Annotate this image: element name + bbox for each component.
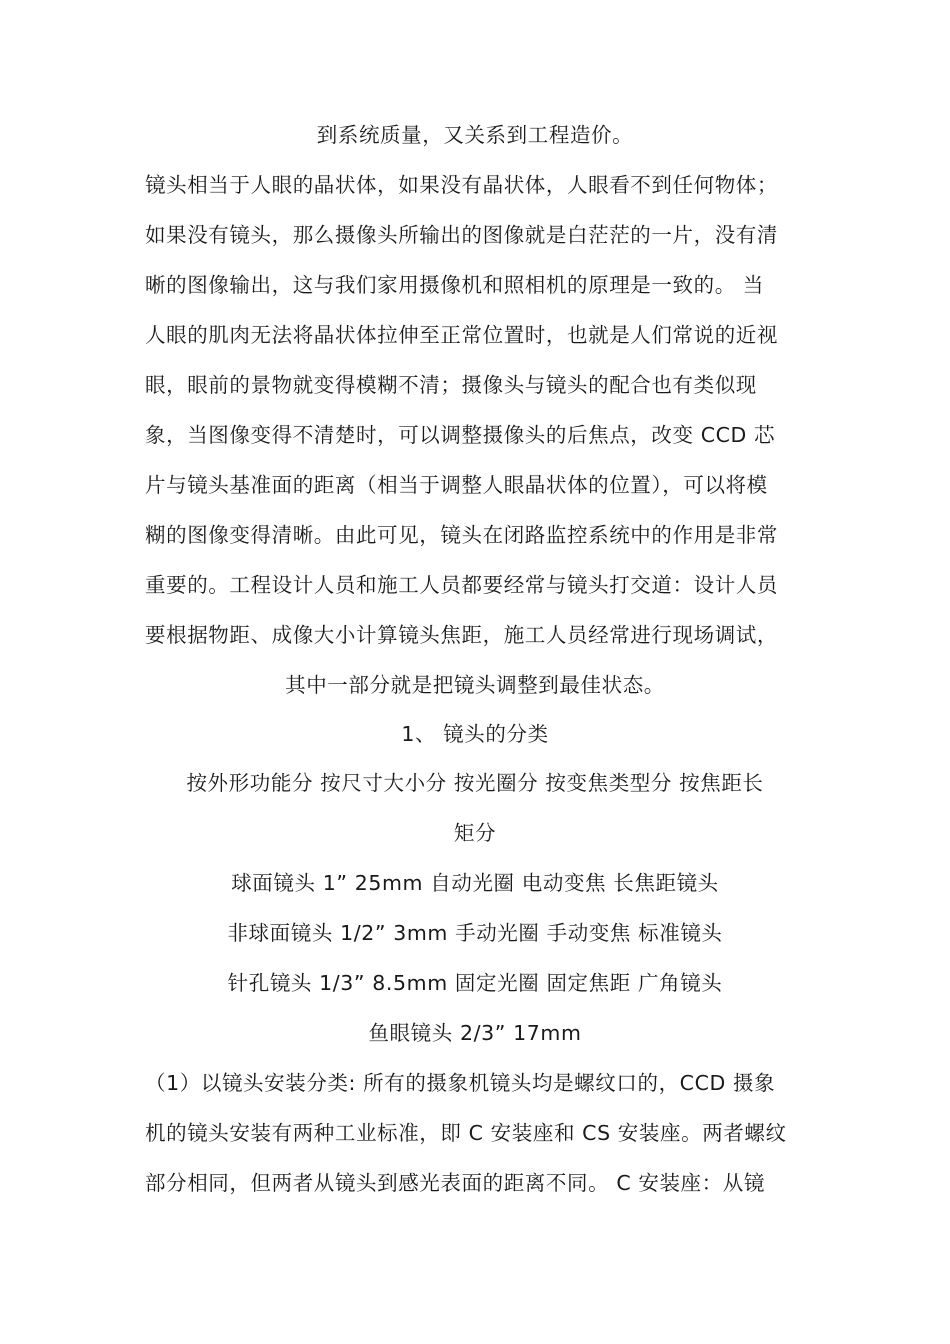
classification-header-row-wrap: 矩分 (453, 821, 497, 845)
text-line: 如果没有镜头，那么摄像头所输出的图像就是白茫茫的一片，没有清 (145, 223, 778, 247)
text-line: 机的镜头安装有两种工业标准，即 C 安装座和 CS 安装座。两者螺纹 (145, 1121, 787, 1145)
classification-row: 针孔镜头 1/3” 8.5mm 固定光圈 固定焦距 广角镜头 (227, 971, 723, 995)
classification-row: 鱼眼镜头 2/3” 17mm (368, 1021, 582, 1045)
text-line: 象，当图像变得不清楚时，可以调整摄像头的后焦点，改变 CCD 芯 (145, 423, 776, 447)
text-line: 片与镜头基准面的距离（相当于调整人眼晶状体的位置），可以将模 (145, 473, 768, 497)
text-line: 晰的图像输出，这与我们家用摄像机和照相机的原理是一致的。 当 (145, 273, 765, 297)
text-line: 眼，眼前的景物就变得模糊不清；摄像头与镜头的配合也有类似现 (145, 373, 757, 397)
classification-row: 非球面镜头 1/2” 3mm 手动光圈 手动变焦 标准镜头 (227, 921, 723, 945)
section-heading: 1、 镜头的分类 (401, 722, 549, 746)
text-line: 人眼的肌肉无法将晶状体拉伸至正常位置时，也就是人们常说的近视 (145, 323, 778, 347)
text-line: 要根据物距、成像大小计算镜头焦距，施工人员经常进行现场调试， (145, 623, 778, 647)
text-line: 糊的图像变得清晰。由此可见，镜头在闭路监控系统中的作用是非常 (145, 523, 778, 547)
text-line: 部分相同，但两者从镜头到感光表面的距离不同。 C 安装座：从镜 (145, 1171, 765, 1195)
text-line-continuation: 到系统质量，又关系到工程造价。 (316, 123, 634, 147)
classification-header-row: 按外形功能分 按尺寸大小分 按光圈分 按变焦类型分 按焦距长 (186, 771, 764, 795)
text-line-centered: 其中一部分就是把镜头调整到最佳状态。 (285, 673, 665, 697)
text-line: 镜头相当于人眼的晶状体，如果没有晶状体，人眼看不到任何物体； (145, 173, 778, 197)
text-line: 重要的。工程设计人员和施工人员都要经常与镜头打交道：设计人员 (145, 573, 778, 597)
classification-row: 球面镜头 1” 25mm 自动光圈 电动变焦 长焦距镜头 (231, 871, 719, 895)
text-line: （1）以镜头安装分类: 所有的摄象机镜头均是螺纹口的，CCD 摄象 (145, 1071, 776, 1095)
